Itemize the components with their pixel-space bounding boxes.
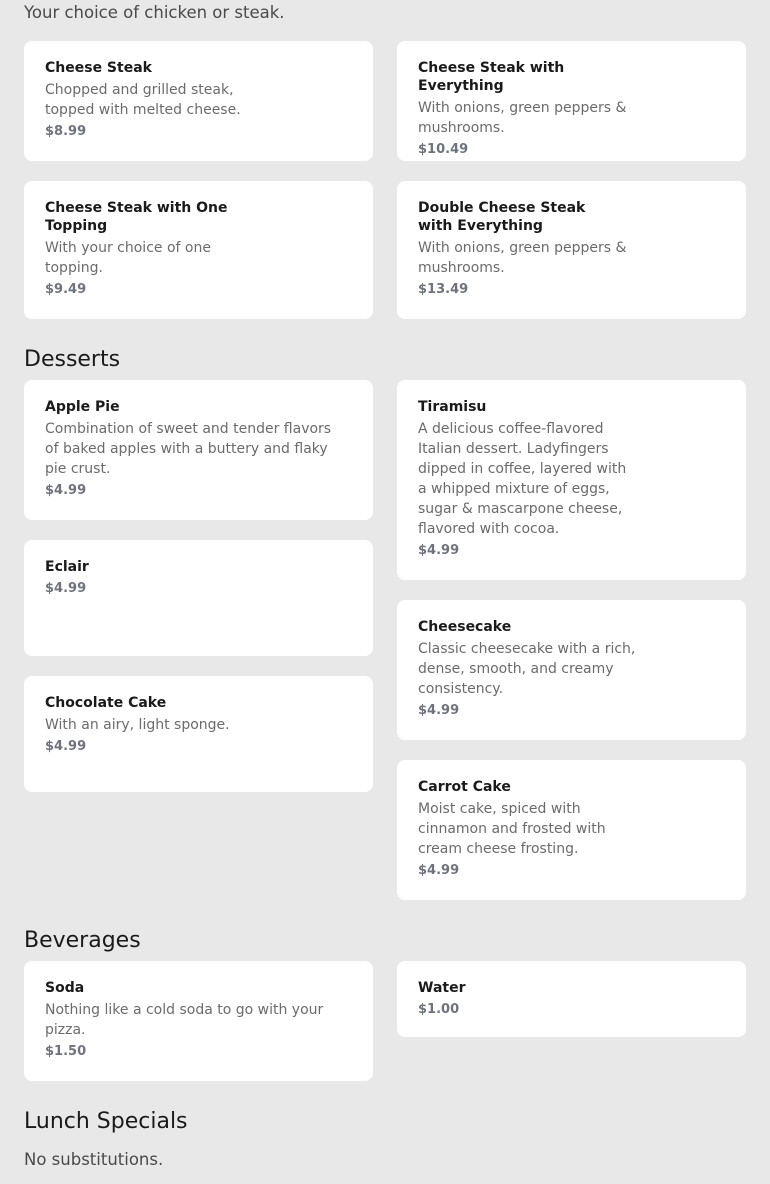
- item-name: Cheesecake: [418, 619, 512, 635]
- item-description: With an airy, light sponge.: [45, 717, 230, 733]
- item-price: $8.99: [45, 124, 87, 139]
- item-price: $13.49: [418, 282, 469, 297]
- item-name: Cheese Steak with Everything: [418, 60, 565, 94]
- menu-item-carrot-cake[interactable]: [397, 760, 746, 900]
- item-name: Soda: [45, 980, 85, 996]
- menu-item-eclair[interactable]: [24, 540, 373, 656]
- item-description: Combination of sweet and tender flavors of baked apples with a buttery and flaky pie crust.: [45, 421, 332, 477]
- item-name: Cheese Steak with One Topping: [45, 200, 228, 234]
- item-description: Nothing like a cold soda to go with your pizza.: [45, 1002, 324, 1038]
- item-description: Classic cheesecake with a rich, dense, smooth, and creamy consistency.: [418, 641, 636, 697]
- menu-item-chocolate-cake[interactable]: [24, 676, 373, 792]
- section-title-lunch-specials: Lunch Specials: [24, 1109, 188, 1134]
- menu-item-apple-pie[interactable]: [24, 380, 373, 520]
- menu-item-cheesecake[interactable]: [397, 600, 746, 740]
- item-name: Cheese Steak: [45, 60, 152, 76]
- item-name: Tiramisu: [418, 399, 487, 415]
- item-name: Chocolate Cake: [45, 695, 167, 711]
- item-name: Eclair: [45, 559, 89, 575]
- menu-item-double-cheese-steak-everything[interactable]: [397, 181, 746, 319]
- item-description: Chopped and grilled steak, topped with melted cheese.: [45, 82, 241, 118]
- item-price: $4.99: [418, 703, 460, 718]
- item-price: $1.50: [45, 1044, 87, 1059]
- item-price: $4.99: [418, 543, 460, 558]
- item-price: $4.99: [45, 581, 87, 596]
- steaks-section-description: Your choice of chicken or steak.: [24, 3, 285, 22]
- menu-item-cheese-steak-everything[interactable]: [397, 41, 746, 161]
- item-name: Double Cheese Steak with Everything: [418, 200, 586, 234]
- item-price: $4.99: [45, 739, 87, 754]
- item-name: Carrot Cake: [418, 779, 511, 795]
- item-description: Moist cake, spiced with cinnamon and frosted with cream cheese frosting.: [418, 801, 606, 857]
- section-title-beverages: Beverages: [24, 928, 141, 953]
- item-name: Apple Pie: [45, 399, 120, 415]
- menu-item-cheese-steak[interactable]: [24, 41, 373, 161]
- item-price: $9.49: [45, 282, 87, 297]
- menu-item-soda[interactable]: [24, 961, 373, 1081]
- item-price: $1.00: [418, 1002, 460, 1017]
- menu-item-water[interactable]: [397, 961, 746, 1037]
- menu-item-cheese-steak-one-topping[interactable]: [24, 181, 373, 319]
- menu-item-tiramisu[interactable]: [397, 380, 746, 580]
- item-name: Water: [418, 980, 466, 996]
- item-description: With onions, green peppers & mushrooms.: [418, 100, 627, 136]
- item-price: $4.99: [45, 483, 87, 498]
- item-price: $4.99: [418, 863, 460, 878]
- lunch-specials-description: No substitutions.: [24, 1150, 164, 1169]
- item-description: With your choice of one topping.: [45, 240, 211, 276]
- item-price: $10.49: [418, 142, 469, 157]
- item-description: A delicious coffee-flavored Italian dessert. Ladyfingers dipped in coffee, layered with a whipped mixture of eggs, sugar & mascarpone cheese, flavored with cocoa.: [418, 421, 627, 537]
- section-title-desserts: Desserts: [24, 347, 121, 372]
- item-description: With onions, green peppers & mushrooms.: [418, 240, 627, 276]
